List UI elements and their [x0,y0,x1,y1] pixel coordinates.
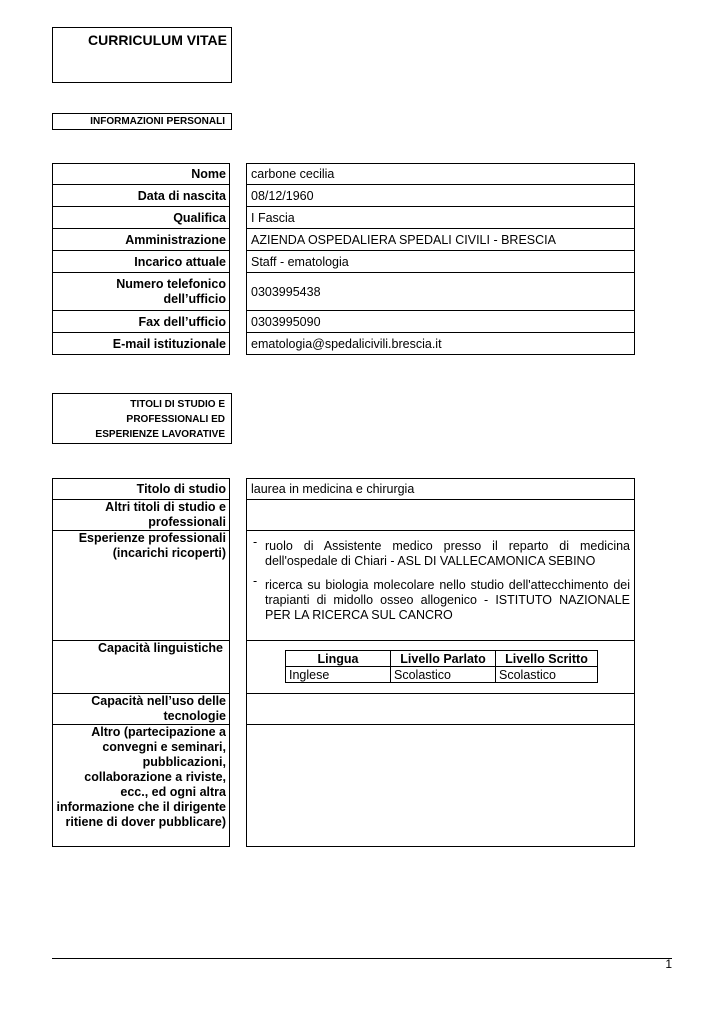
list-item: - ricerca su biologia molecolare nello studio dell'attecchimento dei trapianti di midollo osseo allogenico - ISTITUTO NAZIONALE PER LA RICERCA SUL CANCRO [253,574,630,622]
section-titles-experience: TITOLI DI STUDIO E PROFESSIONALI ED ESPERIENZE LAVORATIVE [52,393,232,444]
row-telefono [52,273,635,311]
value: AZIENDA OSPEDALIERA SPEDALI CIVILI - BRESCIA [246,229,635,251]
value [246,694,635,725]
label: Nome [52,163,230,185]
value [246,531,635,641]
value: carbone cecilia [246,163,635,185]
row-incarico [52,251,635,273]
header-cell: Livello Parlato [391,651,496,667]
cell: Scolastico [496,667,598,683]
label: Titolo di studio [52,478,230,500]
list-item: - ruolo di Assistente medico presso il reparto di medicina dell'ospedale di Chiari - ASL DI VALLECAMONICA SEBINO [253,535,630,568]
cell: Scolastico [391,667,496,683]
value: ematologia@spedalicivili.brescia.it [246,333,635,355]
cell: Inglese [286,667,391,683]
section-personal-info: INFORMAZIONI PERSONALI [52,113,232,130]
label: E-mail istituzionale [52,333,230,355]
value: 0303995438 [246,273,635,311]
label: Esperienze professionali (incarichi ricoperti) [52,531,230,641]
personal-info-table [52,163,635,355]
label: Altri titoli di studio e professionali [52,500,230,531]
row-tecnologie [52,694,635,725]
footer-divider [52,958,672,959]
row-data-nascita [52,185,635,207]
label: Capacità nell’uso delle tecnologie [52,694,230,725]
label: Amministrazione [52,229,230,251]
value: 08/12/1960 [246,185,635,207]
row-email [52,333,635,355]
career-table [52,478,635,847]
row-altro [52,725,635,847]
value: I Fascia [246,207,635,229]
label: Qualifica [52,207,230,229]
row-fax [52,311,635,333]
row-qualifica [52,207,635,229]
value [246,641,635,694]
title-box [52,27,232,83]
row-lingue [52,641,635,694]
row-esperienze [52,531,635,641]
header-cell: Livello Scritto [496,651,598,667]
label: Capacità linguistiche [52,641,230,694]
value: laurea in medicina e chirurgia [246,478,635,500]
row-nome [52,163,635,185]
language-table [285,650,598,683]
page-number: 1 [665,957,672,971]
document-title: CURRICULUM VITAE [88,32,227,48]
value: Staff - ematologia [246,251,635,273]
label: Altro (partecipazione a convegni e seminari, pubblicazioni, collaborazione a riviste, ecc., ed ogni altra informazione che il dirigente ritiene di dover pubblicare) [52,725,230,847]
value [246,725,635,847]
label: Fax dell’ufficio [52,311,230,333]
row-amministrazione [52,229,635,251]
label: Incarico attuale [52,251,230,273]
value [246,500,635,531]
header-cell: Lingua [286,651,391,667]
label: Data di nascita [52,185,230,207]
label: Numero telefonico dell’ufficio [52,273,230,311]
table-row [286,667,598,683]
value: 0303995090 [246,311,635,333]
row-titolo [52,478,635,500]
row-altri-titoli [52,500,635,531]
